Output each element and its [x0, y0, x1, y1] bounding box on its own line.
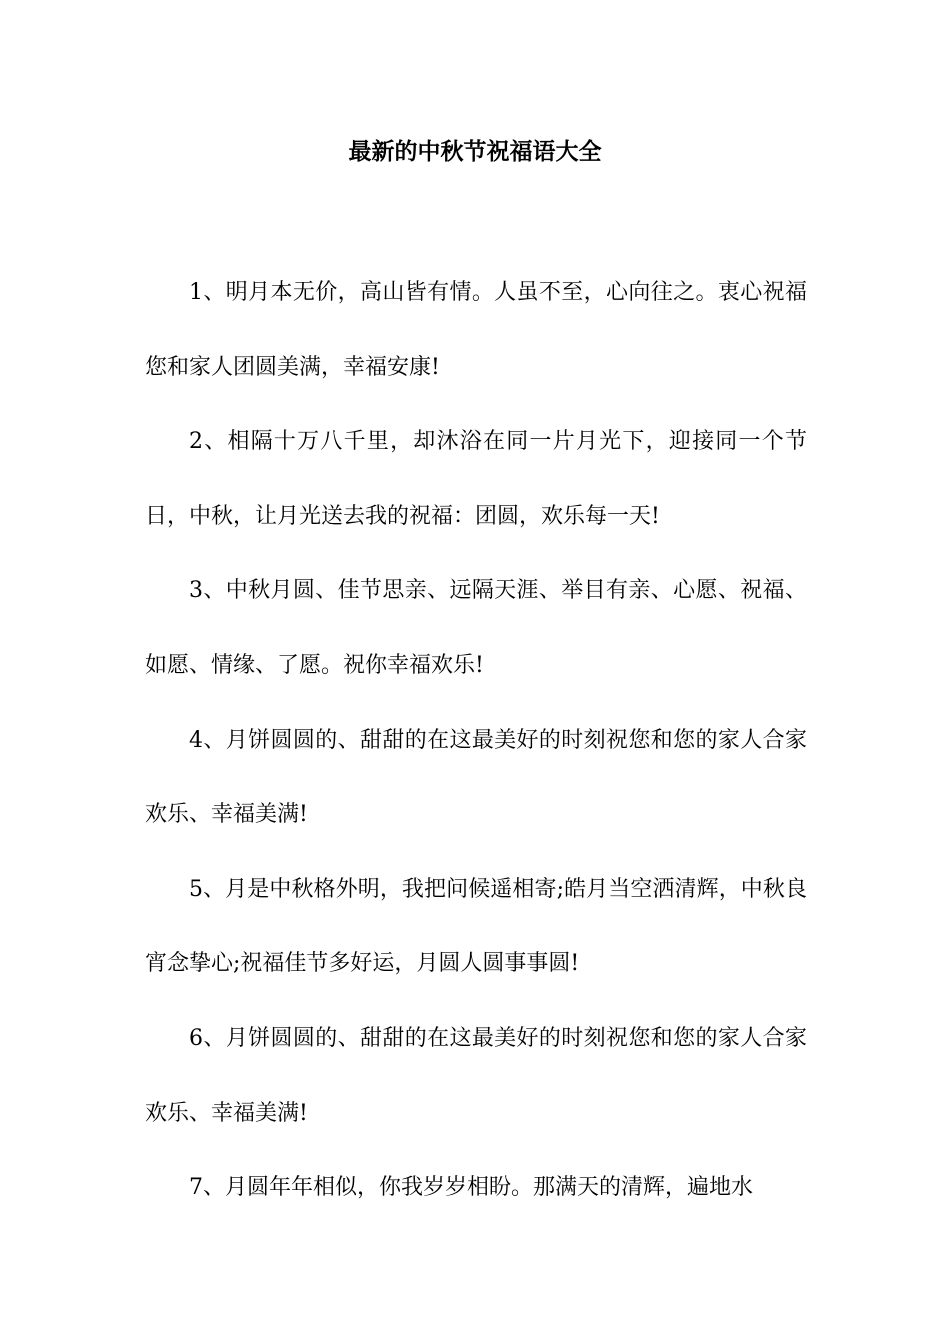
paragraph-4: 4、月饼圆圆的、甜甜的在这最美好的时刻祝您和您的家人合家欢乐、幸福美满!: [145, 727, 807, 828]
paragraph-3: 3、中秋月圆、佳节思亲、远隔天涯、举目有亲、心愿、祝福、如愿、情缘、了愿。祝你幸福欢乐!: [145, 578, 807, 678]
document-body: [145, 256, 807, 1226]
paragraph-1: 1、明月本无价，高山皆有情。人虽不至，心向往之。衷心祝福您和家人团圆美满，幸福安康!: [145, 280, 807, 380]
paragraph-5: 5、月是中秋格外明，我把问候遥相寄;皓月当空洒清辉，中秋良宵念挚心;祝福佳节多好运，月圆人圆事事圆!: [145, 876, 807, 977]
paragraph-7: 7、月圆年年相似，你我岁岁相盼。那满天的清辉，遍地水: [189, 1175, 753, 1201]
document-title: 最新的中秋节祝福语大全: [348, 138, 602, 165]
paragraph-2: 2、相隔十万八千里，却沐浴在同一片月光下，迎接同一个节日，中秋，让月光送去我的祝福：团圆，欢乐每一天!: [145, 429, 807, 529]
paragraph-6: 6、月饼圆圆的、甜甜的在这最美好的时刻祝您和您的家人合家欢乐、幸福美满!: [145, 1025, 807, 1126]
